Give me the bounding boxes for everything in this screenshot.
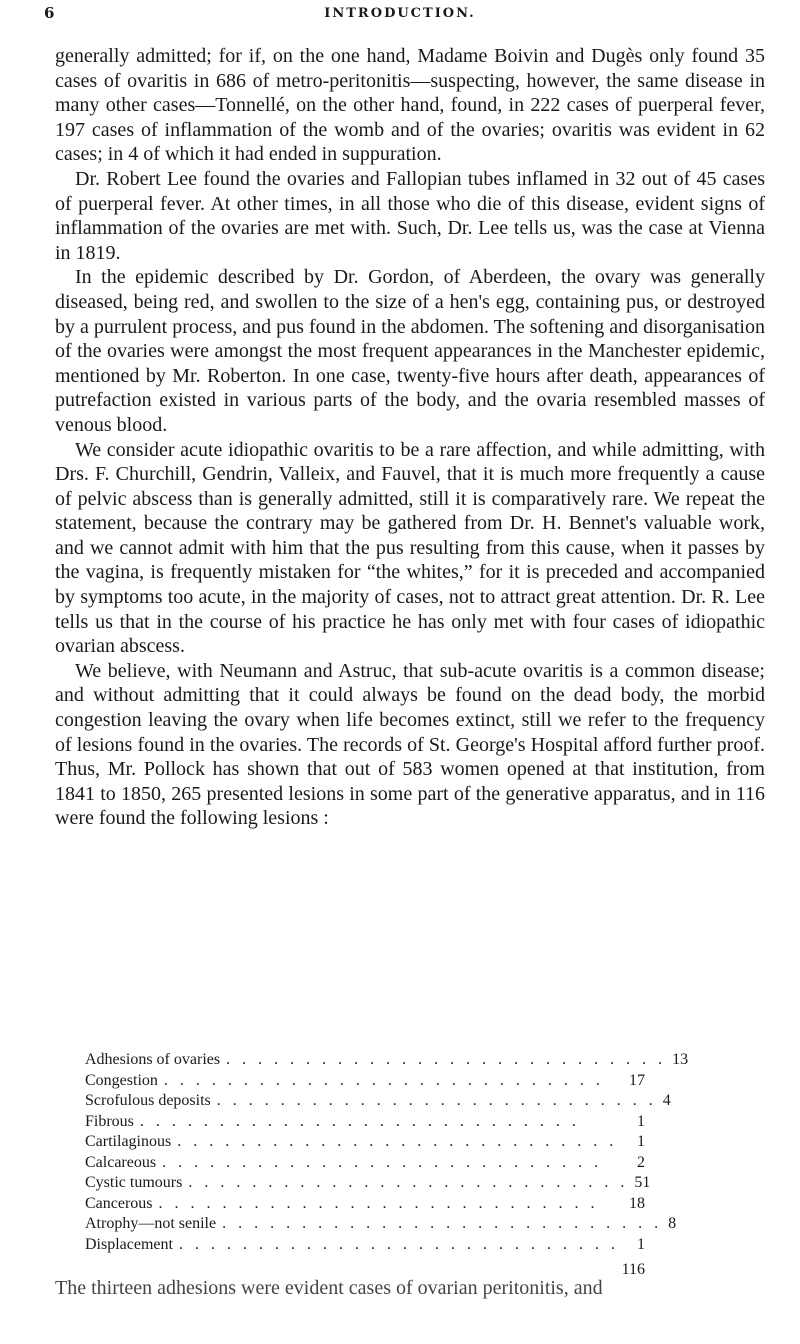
closing-line: The thirteen adhesions were evident cases of ovarian peritonitis, and <box>55 1277 603 1299</box>
table-row <box>85 1173 651 1194</box>
lesion-count: 51 <box>634 1174 651 1191</box>
table-row <box>85 1050 689 1071</box>
lesion-count: 1 <box>637 1133 645 1150</box>
lesion-count: 13 <box>672 1051 689 1068</box>
lesion-count: 1 <box>637 1112 645 1130</box>
leader-dots: . . . . . . . . . . . . . . . . . . . . . . . . . . . . <box>163 1071 604 1089</box>
table-row <box>85 1132 645 1153</box>
lesion-count: 8 <box>668 1215 677 1232</box>
lesion-label: Displacement <box>85 1235 173 1253</box>
leader-dots: . . . . . . . . . . . . . . . . . . . . . . . . . . . . <box>178 1235 619 1253</box>
lesion-label: Cartilaginous <box>85 1133 172 1150</box>
paragraph: We consider acute idiopathic ovaritis to be a rare affection, and while admitting, with Drs. F. Churchill, Gendrin, Valleix, and Fauvel, that it is much more frequently a cause of pelvic abscess than is generally admitted, still it is comparatively rare. We repeat the statement, because the contrary may be gathered from Dr. H. Bennet's valuable work, and we cannot admit with him that the pus resulting from this cause, when it passes by the vagina, is frequently mistaken for “the whites,” for it is preceded and accompanied by symptoms too acute, in the majority of cases, not to attract great attention. Dr. R. Lee tells us that in the course of his practice he has only met with four cases of idiopathic ovarian abscess. <box>55 438 765 658</box>
lesion-label: Atrophy—not senile <box>85 1215 217 1232</box>
leader-dots: . . . . . . . . . . . . . . . . . . . . . . . . . . . . <box>216 1092 657 1109</box>
table-row <box>85 1091 671 1112</box>
leader-dots: . . . . . . . . . . . . . . . . . . . . . . . . . . . . <box>139 1112 580 1130</box>
table-row <box>85 1071 645 1092</box>
leader-dots: . . . . . . . . . . . . . . . . . . . . . . . . . . . . <box>222 1215 663 1232</box>
running-head: INTRODUCTION. <box>324 6 476 21</box>
lesion-label: Cystic tumours <box>85 1174 183 1191</box>
table-row <box>85 1214 677 1235</box>
body-text <box>55 44 765 831</box>
lesion-count: 18 <box>629 1194 645 1212</box>
lesion-label: Fibrous <box>85 1112 134 1130</box>
lesion-count: 2 <box>637 1153 645 1171</box>
paragraph: generally admitted; for if, on the one hand, Madame Boivin and Dugès only found 35 cases of ovaritis in 686 of metro-peritonitis—suspecting, however, the same disease in many other cases—Tonnellé, on the other hand, found, in 222 cases of puerperal fever, 197 cases of inflammation of the womb and of the ovaries; ovaritis was evident in 62 cases; in 4 of which it had ended in suppuration. <box>55 45 765 166</box>
leader-dots: . . . . . . . . . . . . . . . . . . . . . . . . . . . . <box>158 1194 599 1212</box>
table-row <box>85 1194 645 1215</box>
page-number: 6 <box>44 4 55 22</box>
paragraph: We believe, with Neumann and Astruc, that sub-acute ovaritis is a common disease; and without admitting that it could always be found on the dead body, the morbid congestion leaving the ovary when life becomes extinct, still we refer to the frequency of lesions found in the ovaries. The records of St. George's Hospital afford further proof. Thus, Mr. Pollock has shown that out of 583 women opened at that institution, from 1841 to 1850, 265 presented lesions in some part of the generative apparatus, and in 116 were found the following lesions : <box>55 659 765 830</box>
lesion-label: Congestion <box>85 1071 158 1089</box>
lesion-count: 17 <box>629 1071 645 1089</box>
lesions-table <box>85 1050 689 1281</box>
leader-dots: . . . . . . . . . . . . . . . . . . . . . . . . . . . . <box>177 1133 618 1150</box>
leader-dots: . . . . . . . . . . . . . . . . . . . . . . . . . . . . <box>162 1153 603 1171</box>
lesion-label: Scrofulous deposits <box>85 1092 211 1109</box>
lesion-count: 1 <box>637 1235 645 1253</box>
table-row <box>85 1235 645 1256</box>
leader-dots: . . . . . . . . . . . . . . . . . . . . . . . . . . . . <box>226 1051 667 1068</box>
table-row <box>85 1153 645 1174</box>
lesion-label: Cancerous <box>85 1194 153 1212</box>
lesion-label: Calcareous <box>85 1153 157 1171</box>
page-header <box>40 4 760 28</box>
total-count: 116 <box>621 1261 645 1278</box>
lesion-count: 4 <box>662 1092 671 1109</box>
paragraph: Dr. Robert Lee found the ovaries and Fallopian tubes inflamed in 32 out of 45 cases of puerperal fever. At other times, in all those who die of this disease, evident signs of inflammation of the ovaries are met with. Such, Dr. Lee tells us, was the case at Vienna in 1819. <box>55 167 765 264</box>
leader-dots: . . . . . . . . . . . . . . . . . . . . . . . . . . . . <box>188 1174 629 1191</box>
lesion-label: Adhesions of ovaries <box>85 1051 221 1068</box>
table-row <box>85 1112 645 1133</box>
paragraph: In the epidemic described by Dr. Gordon, of Aberdeen, the ovary was generally diseased, being red, and swollen to the size of a hen's egg, containing pus, or destroyed by a purrulent process, and pus found in the abdomen. The softening and disorganisation of the ovaries were amongst the most frequent appearances in the Manchester epidemic, mentioned by Mr. Roberton. In one case, twenty-five hours after death, appearances of putrefaction existed in various parts of the body, and the ovaria resembled masses of venous blood. <box>55 266 765 436</box>
